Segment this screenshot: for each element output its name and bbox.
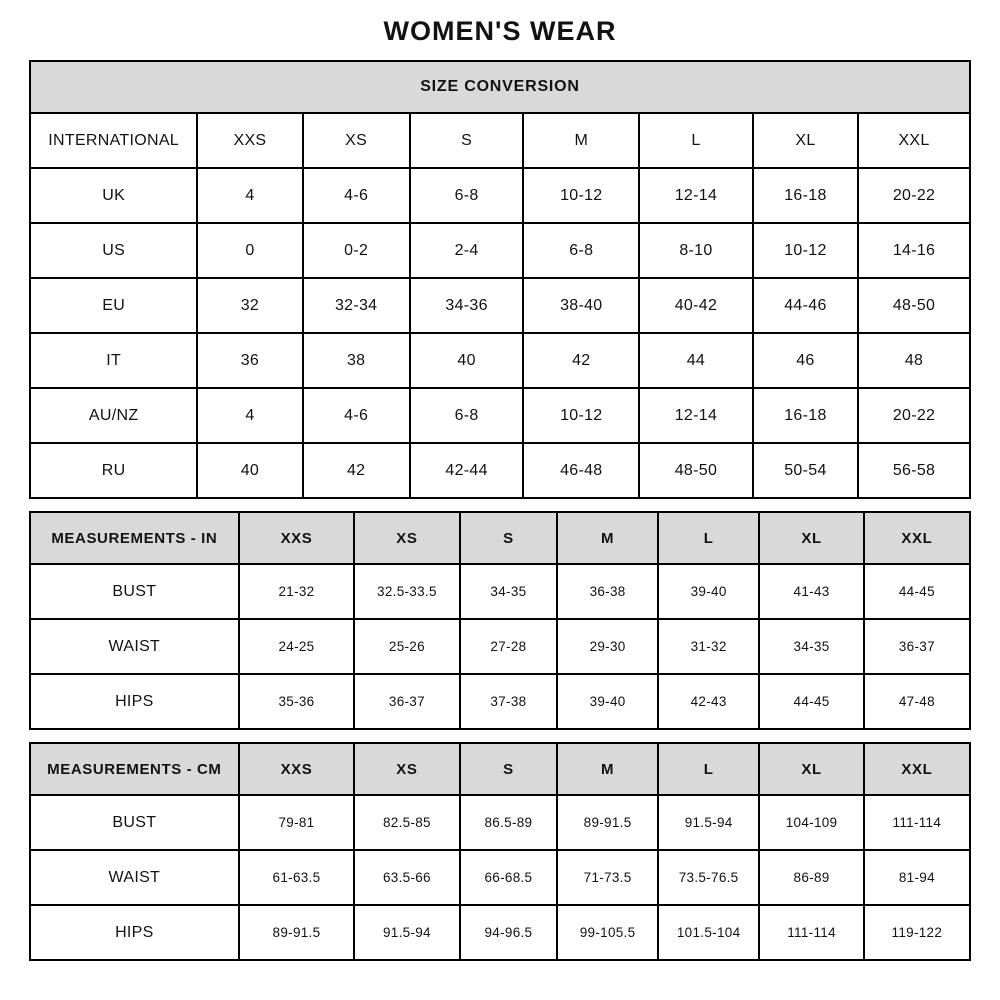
size-cell: XXL (864, 743, 970, 795)
value-cell: 14-16 (858, 223, 970, 278)
value-cell: 36-37 (864, 619, 970, 674)
table-row-waist-in (30, 619, 970, 674)
value-cell: 40 (197, 443, 302, 498)
value-cell: 37-38 (460, 674, 558, 729)
size-header-row (30, 113, 970, 168)
value-cell: 91.5-94 (354, 905, 459, 960)
table-title: MEASUREMENTS - CM (30, 743, 239, 795)
value-cell: 42-43 (658, 674, 760, 729)
table-row-waist-cm (30, 850, 970, 905)
value-cell: 44-45 (759, 674, 863, 729)
value-cell: 35-36 (239, 674, 355, 729)
value-cell: 119-122 (864, 905, 970, 960)
table-row-bust-in (30, 564, 970, 619)
row-label: BUST (30, 795, 239, 850)
value-cell: 32.5-33.5 (354, 564, 459, 619)
table-banner-row (30, 61, 970, 113)
value-cell: 6-8 (410, 168, 524, 223)
value-cell: 12-14 (639, 168, 753, 223)
value-cell: 40 (410, 333, 524, 388)
value-cell: 111-114 (759, 905, 863, 960)
value-cell: 48-50 (639, 443, 753, 498)
table-row-ru (30, 443, 970, 498)
value-cell: 89-91.5 (557, 795, 658, 850)
table-row-uk (30, 168, 970, 223)
value-cell: 32 (197, 278, 302, 333)
table-title: MEASUREMENTS - IN (30, 512, 239, 564)
value-cell: 16-18 (753, 168, 858, 223)
value-cell: 61-63.5 (239, 850, 355, 905)
row-label: UK (30, 168, 197, 223)
value-cell: 4-6 (303, 168, 410, 223)
value-cell: 86-89 (759, 850, 863, 905)
value-cell: 20-22 (858, 168, 970, 223)
size-cell: XXS (239, 512, 355, 564)
size-cell: L (658, 512, 760, 564)
page-title: WOMEN'S WEAR (383, 16, 617, 46)
measurements-cm-table (29, 742, 971, 961)
value-cell: 99-105.5 (557, 905, 658, 960)
size-cell: S (410, 113, 524, 168)
value-cell: 39-40 (658, 564, 760, 619)
value-cell: 10-12 (753, 223, 858, 278)
value-cell: 89-91.5 (239, 905, 355, 960)
value-cell: 16-18 (753, 388, 858, 443)
size-cell: M (557, 743, 658, 795)
value-cell: 48-50 (858, 278, 970, 333)
value-cell: 63.5-66 (354, 850, 459, 905)
value-cell: 41-43 (759, 564, 863, 619)
value-cell: 25-26 (354, 619, 459, 674)
value-cell: 36-38 (557, 564, 658, 619)
value-cell: 111-114 (864, 795, 970, 850)
size-cell: L (658, 743, 760, 795)
value-cell: 47-48 (864, 674, 970, 729)
value-cell: 27-28 (460, 619, 558, 674)
value-cell: 34-35 (759, 619, 863, 674)
size-cell: M (523, 113, 639, 168)
row-label: EU (30, 278, 197, 333)
value-cell: 42 (523, 333, 639, 388)
value-cell: 44-46 (753, 278, 858, 333)
row-label: BUST (30, 564, 239, 619)
value-cell: 10-12 (523, 168, 639, 223)
value-cell: 20-22 (858, 388, 970, 443)
value-cell: 34-35 (460, 564, 558, 619)
value-cell: 81-94 (864, 850, 970, 905)
value-cell: 46 (753, 333, 858, 388)
measurements-in-table (29, 511, 971, 730)
value-cell: 91.5-94 (658, 795, 760, 850)
size-cell: S (460, 743, 558, 795)
table-row-eu (30, 278, 970, 333)
value-cell: 6-8 (410, 388, 524, 443)
value-cell: 73.5-76.5 (658, 850, 760, 905)
value-cell: 4 (197, 388, 302, 443)
size-cell: XXS (197, 113, 302, 168)
value-cell: 0-2 (303, 223, 410, 278)
value-cell: 4-6 (303, 388, 410, 443)
value-cell: 44-45 (864, 564, 970, 619)
value-cell: 32-34 (303, 278, 410, 333)
value-cell: 66-68.5 (460, 850, 558, 905)
row-label: INTERNATIONAL (30, 113, 197, 168)
value-cell: 44 (639, 333, 753, 388)
table-row-hips-cm (30, 905, 970, 960)
size-cell: XXS (239, 743, 355, 795)
measurements-cm-header-row (30, 743, 970, 795)
row-label: US (30, 223, 197, 278)
size-cell: XL (759, 512, 863, 564)
row-label: AU/NZ (30, 388, 197, 443)
size-conversion-table (29, 60, 971, 499)
value-cell: 0 (197, 223, 302, 278)
size-cell: XS (303, 113, 410, 168)
value-cell: 46-48 (523, 443, 639, 498)
size-cell: XXL (858, 113, 970, 168)
row-label: IT (30, 333, 197, 388)
row-label: WAIST (30, 619, 239, 674)
size-cell: XS (354, 512, 459, 564)
size-cell: XXL (864, 512, 970, 564)
value-cell: 6-8 (523, 223, 639, 278)
value-cell: 48 (858, 333, 970, 388)
value-cell: 24-25 (239, 619, 355, 674)
table-row-it (30, 333, 970, 388)
value-cell: 71-73.5 (557, 850, 658, 905)
value-cell: 29-30 (557, 619, 658, 674)
value-cell: 56-58 (858, 443, 970, 498)
value-cell: 50-54 (753, 443, 858, 498)
value-cell: 36 (197, 333, 302, 388)
value-cell: 34-36 (410, 278, 524, 333)
value-cell: 101.5-104 (658, 905, 760, 960)
value-cell: 42 (303, 443, 410, 498)
value-cell: 104-109 (759, 795, 863, 850)
table-row-us (30, 223, 970, 278)
row-label: HIPS (30, 905, 239, 960)
value-cell: 8-10 (639, 223, 753, 278)
size-conversion-title: SIZE CONVERSION (30, 61, 970, 113)
size-cell: M (557, 512, 658, 564)
size-cell: XS (354, 743, 459, 795)
value-cell: 21-32 (239, 564, 355, 619)
value-cell: 4 (197, 168, 302, 223)
size-cell: XL (759, 743, 863, 795)
value-cell: 2-4 (410, 223, 524, 278)
size-cell: S (460, 512, 558, 564)
row-label: RU (30, 443, 197, 498)
row-label: WAIST (30, 850, 239, 905)
value-cell: 39-40 (557, 674, 658, 729)
value-cell: 38-40 (523, 278, 639, 333)
measurements-in-header-row (30, 512, 970, 564)
size-cell: XL (753, 113, 858, 168)
value-cell: 36-37 (354, 674, 459, 729)
value-cell: 12-14 (639, 388, 753, 443)
table-row-bust-cm (30, 795, 970, 850)
value-cell: 86.5-89 (460, 795, 558, 850)
size-cell: L (639, 113, 753, 168)
value-cell: 10-12 (523, 388, 639, 443)
value-cell: 42-44 (410, 443, 524, 498)
value-cell: 38 (303, 333, 410, 388)
value-cell: 82.5-85 (354, 795, 459, 850)
table-row-hips-in (30, 674, 970, 729)
table-row-aunz (30, 388, 970, 443)
value-cell: 79-81 (239, 795, 355, 850)
value-cell: 94-96.5 (460, 905, 558, 960)
value-cell: 40-42 (639, 278, 753, 333)
row-label: HIPS (30, 674, 239, 729)
value-cell: 31-32 (658, 619, 760, 674)
